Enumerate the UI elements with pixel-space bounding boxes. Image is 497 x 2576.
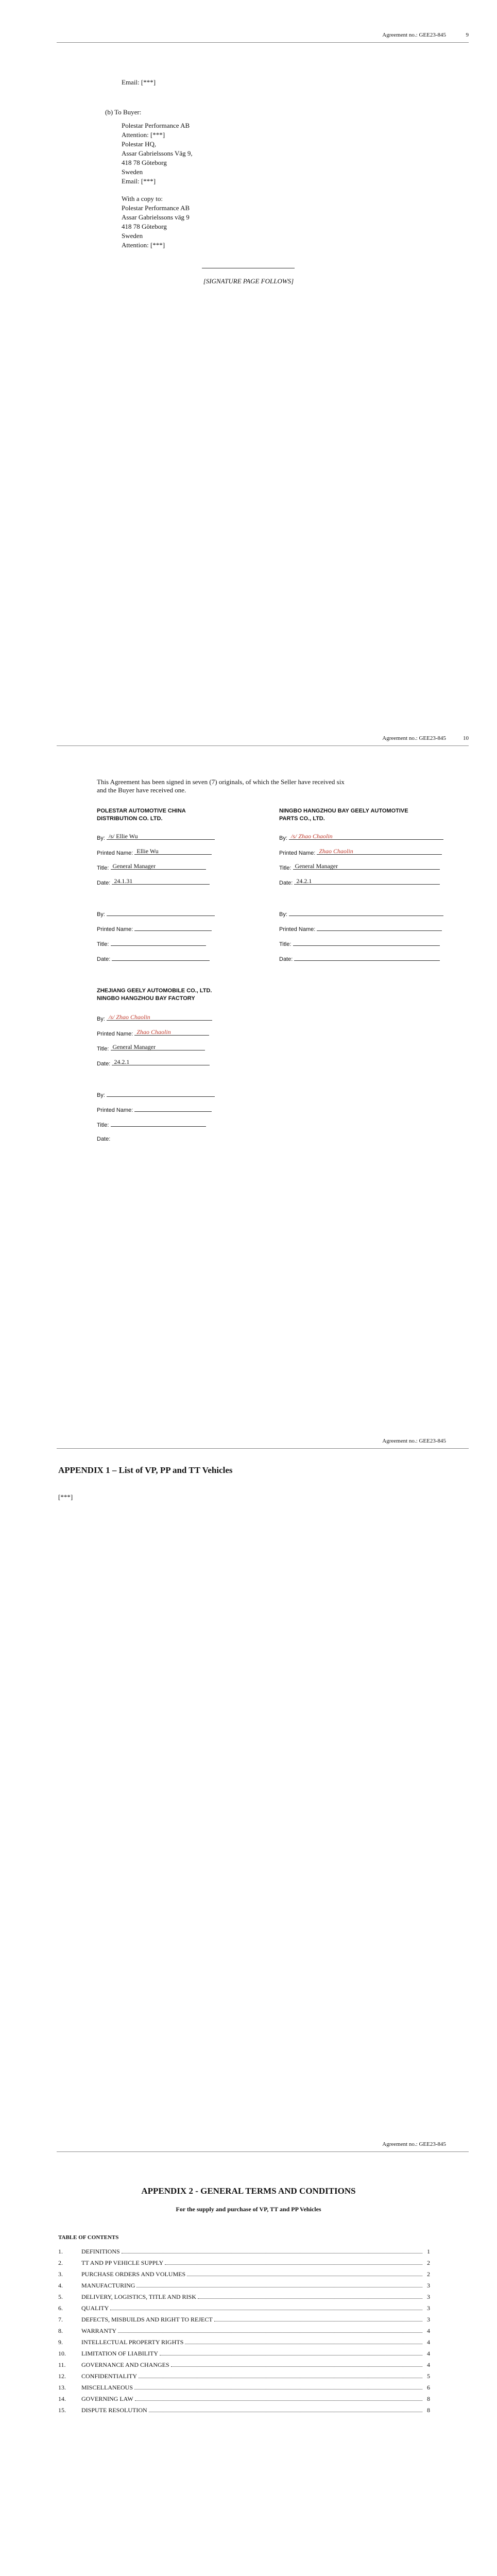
date-label: Date: xyxy=(97,1136,111,1142)
party-name-left: POLESTAR AUTOMOTIVE CHINA xyxy=(97,808,186,814)
signature-line xyxy=(289,833,443,840)
appendix-2-subtitle: For the supply and purchase of VP, TT and PP Vehicles xyxy=(176,2206,321,2213)
toc-page: 3 xyxy=(427,2304,430,2312)
toc-entry[interactable] xyxy=(58,2338,430,2347)
date-label: Date: xyxy=(97,880,111,886)
toc-number: 6. xyxy=(58,2304,63,2312)
page-header xyxy=(57,2138,469,2152)
date-value: 24.2.1 xyxy=(114,1058,130,1065)
toc-entry[interactable] xyxy=(58,2316,430,2324)
toc-label: DISPUTE RESOLUTION xyxy=(81,2406,147,2414)
seller-email: Email: [***] xyxy=(122,78,156,86)
toc-page: 3 xyxy=(427,2282,430,2289)
toc-leader xyxy=(171,2362,422,2367)
signature-value: /s/ Zhao Chaolin xyxy=(290,833,333,840)
toc-entry[interactable] xyxy=(58,2384,430,2392)
copy-line: With a copy to: xyxy=(122,195,163,202)
page-number: 9 xyxy=(466,32,469,38)
signature-line xyxy=(107,833,215,840)
party-name-third: NINGBO HANGZHOU BAY FACTORY xyxy=(97,995,195,1002)
toc-entry[interactable] xyxy=(58,2248,430,2256)
toc-label: WARRANTY xyxy=(81,2327,116,2334)
by-label: By: xyxy=(97,835,105,841)
toc-label: MISCELLANEOUS xyxy=(81,2384,133,2391)
toc-leader xyxy=(187,2271,422,2276)
buyer-heading: (b) To Buyer: xyxy=(105,108,142,116)
date-label: Date: xyxy=(97,956,111,962)
signature-page-follows: [SIGNATURE PAGE FOLLOWS] xyxy=(203,277,294,285)
toc-page: 3 xyxy=(427,2316,430,2323)
toc-page: 5 xyxy=(427,2372,430,2380)
copy-line: Polestar Performance AB xyxy=(122,204,190,212)
toc-leader xyxy=(136,2282,422,2287)
page-number: 10 xyxy=(463,735,469,741)
date-line xyxy=(294,878,440,885)
toc-leader xyxy=(122,2248,422,2253)
appendix-2-title: APPENDIX 2 - GENERAL TERMS AND CONDITIONS xyxy=(141,2186,356,2196)
toc-entry[interactable] xyxy=(58,2304,430,2313)
appendix-1-body: [***] xyxy=(58,1493,73,1501)
title-line xyxy=(293,863,440,870)
appendix-1-title: APPENDIX 1 – List of VP, PP and TT Vehicles xyxy=(58,1465,233,1475)
printed-name-line xyxy=(317,848,442,855)
title-label: Title: xyxy=(97,865,109,871)
toc-page: 4 xyxy=(427,2338,430,2346)
date-value: 24.2.1 xyxy=(296,877,312,885)
intro-line: and the Buyer have received one. xyxy=(97,786,186,794)
title-label: Title: xyxy=(279,865,292,871)
toc-label: DEFECTS, MISBUILDS AND RIGHT TO REJECT xyxy=(81,2316,213,2323)
toc-label: DELIVERY, LOGISTICS, TITLE AND RISK xyxy=(81,2293,196,2300)
toc-number: 11. xyxy=(58,2361,66,2368)
signature-line xyxy=(289,909,443,916)
toc-number: 9. xyxy=(58,2338,63,2346)
buyer-line: Polestar Performance AB xyxy=(122,122,190,129)
by-label: By: xyxy=(97,911,105,918)
toc-entry[interactable] xyxy=(58,2327,430,2335)
printed-name-line xyxy=(134,1105,212,1112)
printed-name-line xyxy=(134,848,212,855)
date-line xyxy=(294,954,440,961)
toc-entry[interactable] xyxy=(58,2395,430,2403)
page-2 xyxy=(0,703,497,1406)
toc-label: LIMITATION OF LIABILITY xyxy=(81,2350,159,2357)
buyer-line: Attention: [***] xyxy=(122,131,165,139)
toc-leader xyxy=(149,2407,422,2412)
copy-line: Sweden xyxy=(122,232,143,240)
toc-number: 5. xyxy=(58,2293,63,2300)
printed-name-line xyxy=(134,924,212,931)
page-3 xyxy=(0,1406,497,2110)
printed-name-value: Zhao Chaolin xyxy=(136,1028,171,1036)
toc-page: 2 xyxy=(427,2259,430,2266)
toc-number: 14. xyxy=(58,2395,66,2402)
signature-value: /s/ Zhao Chaolin xyxy=(108,1013,150,1021)
date-label: Date: xyxy=(97,1061,111,1067)
printed-name-label: Printed Name: xyxy=(97,1031,133,1037)
toc-entry[interactable] xyxy=(58,2282,430,2290)
toc-number: 13. xyxy=(58,2384,66,2391)
page-header xyxy=(57,732,469,746)
toc-page: 6 xyxy=(427,2384,430,2391)
toc-number: 8. xyxy=(58,2327,63,2334)
signature-line xyxy=(107,909,215,916)
toc-page: 8 xyxy=(427,2406,430,2414)
copy-line: Assar Gabrielssons väg 9 xyxy=(122,213,190,221)
toc-label: GOVERNANCE AND CHANGES xyxy=(81,2361,169,2368)
toc-label: INTELLECTUAL PROPERTY RIGHTS xyxy=(81,2338,184,2346)
title-label: Title: xyxy=(279,941,292,947)
date-line xyxy=(112,954,210,961)
signature-value: /s/ Ellie Wu xyxy=(108,833,138,840)
signature-line xyxy=(107,1014,212,1021)
date-value: 24.1.31 xyxy=(114,877,133,885)
intro-line: This Agreement has been signed in seven (7) originals, of which the Seller have received six xyxy=(97,778,345,786)
toc-leader xyxy=(135,2396,422,2401)
toc-number: 4. xyxy=(58,2282,63,2289)
by-label: By: xyxy=(279,835,287,841)
printed-name-value: Zhao Chaolin xyxy=(319,848,353,855)
title-label: Title: xyxy=(97,941,109,947)
toc-page: 2 xyxy=(427,2270,430,2278)
party-name-third: ZHEJIANG GEELY AUTOMOBILE CO., LTD. xyxy=(97,988,212,994)
toc-entry[interactable] xyxy=(58,2293,430,2301)
toc-entry[interactable] xyxy=(58,2372,430,2381)
toc-page: 8 xyxy=(427,2395,430,2402)
toc-leader xyxy=(139,2373,422,2378)
toc-label: DEFINITIONS xyxy=(81,2248,120,2255)
toc-leader xyxy=(214,2316,422,2321)
printed-name-label: Printed Name: xyxy=(279,926,316,933)
title-value: General Manager xyxy=(295,862,338,870)
printed-name-label: Printed Name: xyxy=(97,1107,133,1113)
toc-number: 3. xyxy=(58,2270,63,2278)
title-line xyxy=(111,1044,205,1050)
printed-name-label: Printed Name: xyxy=(97,926,133,933)
toc-entry[interactable] xyxy=(58,2259,430,2267)
buyer-line: Sweden xyxy=(122,168,143,176)
date-line xyxy=(112,1059,210,1065)
by-label: By: xyxy=(97,1092,105,1098)
date-label: Date: xyxy=(279,956,293,962)
toc-page: 1 xyxy=(427,2248,430,2255)
toc-leader xyxy=(110,2305,422,2310)
title-line xyxy=(111,1120,206,1127)
printed-name-line xyxy=(134,1029,209,1036)
copy-line: Attention: [***] xyxy=(122,241,165,249)
toc-page: 4 xyxy=(427,2327,430,2334)
buyer-line: Email: [***] xyxy=(122,177,156,185)
copy-line: 418 78 Göteborg xyxy=(122,223,167,230)
printed-name-label: Printed Name: xyxy=(279,850,316,856)
title-value: General Manager xyxy=(112,1043,156,1050)
page-header xyxy=(57,1435,469,1449)
title-label: Title: xyxy=(97,1122,109,1128)
toc-leader xyxy=(165,2260,422,2265)
agreement-ref: Agreement no.: GEE23-845 xyxy=(382,2141,446,2147)
party-name-right: PARTS CO., LTD. xyxy=(279,816,325,822)
toc-number: 10. xyxy=(58,2350,66,2357)
buyer-line: Assar Gabrielssons Väg 9, xyxy=(122,149,193,157)
agreement-ref: Agreement no.: GEE23-845 xyxy=(382,32,446,38)
title-label: Title: xyxy=(97,1046,109,1052)
toc-number: 2. xyxy=(58,2259,63,2266)
by-label: By: xyxy=(97,1016,105,1022)
page-header xyxy=(57,29,469,43)
printed-name-line xyxy=(317,924,442,931)
toc-entry[interactable] xyxy=(58,2406,430,2415)
toc-leader xyxy=(134,2384,422,2389)
title-line xyxy=(111,863,206,870)
toc-heading: TABLE OF CONTENTS xyxy=(58,2234,119,2241)
date-line xyxy=(112,878,210,885)
toc-entry[interactable] xyxy=(58,2270,430,2279)
toc-label: QUALITY xyxy=(81,2304,109,2312)
toc-label: MANUFACTURING xyxy=(81,2282,135,2289)
toc-page: 3 xyxy=(427,2293,430,2300)
toc-leader xyxy=(185,2339,422,2344)
party-name-left: DISTRIBUTION CO. LTD. xyxy=(97,816,163,822)
toc-page: 4 xyxy=(427,2350,430,2357)
toc-number: 7. xyxy=(58,2316,63,2323)
printed-name-label: Printed Name: xyxy=(97,850,133,856)
buyer-line: Polestar HQ, xyxy=(122,140,157,148)
agreement-ref: Agreement no.: GEE23-845 xyxy=(382,1438,446,1444)
toc-leader xyxy=(118,2328,422,2333)
printed-name-value: Ellie Wu xyxy=(136,848,159,855)
party-name-right: NINGBO HANGZHOU BAY GEELY AUTOMOTIVE xyxy=(279,808,408,814)
toc-number: 12. xyxy=(58,2372,66,2380)
toc-label: GOVERNING LAW xyxy=(81,2395,133,2402)
buyer-line: 418 78 Göteborg xyxy=(122,159,167,166)
page-1 xyxy=(0,0,497,703)
toc-label: CONFIDENTIALITY xyxy=(81,2372,137,2380)
toc-entry[interactable] xyxy=(58,2350,430,2358)
toc-leader xyxy=(160,2350,422,2355)
toc-leader xyxy=(198,2294,422,2299)
toc-label: TT AND PP VEHICLE SUPPLY xyxy=(81,2259,164,2266)
toc-label: PURCHASE ORDERS AND VOLUMES xyxy=(81,2270,186,2278)
title-line xyxy=(111,939,206,946)
toc-page: 4 xyxy=(427,2361,430,2368)
title-line xyxy=(293,939,440,946)
toc-entry[interactable] xyxy=(58,2361,430,2369)
date-label: Date: xyxy=(279,880,293,886)
toc-number: 15. xyxy=(58,2406,66,2414)
agreement-ref: Agreement no.: GEE23-845 xyxy=(382,735,446,741)
toc-number: 1. xyxy=(58,2248,63,2255)
by-label: By: xyxy=(279,911,287,918)
page-4 xyxy=(0,2110,497,2576)
signature-line xyxy=(107,1090,215,1097)
title-value: General Manager xyxy=(112,862,156,870)
